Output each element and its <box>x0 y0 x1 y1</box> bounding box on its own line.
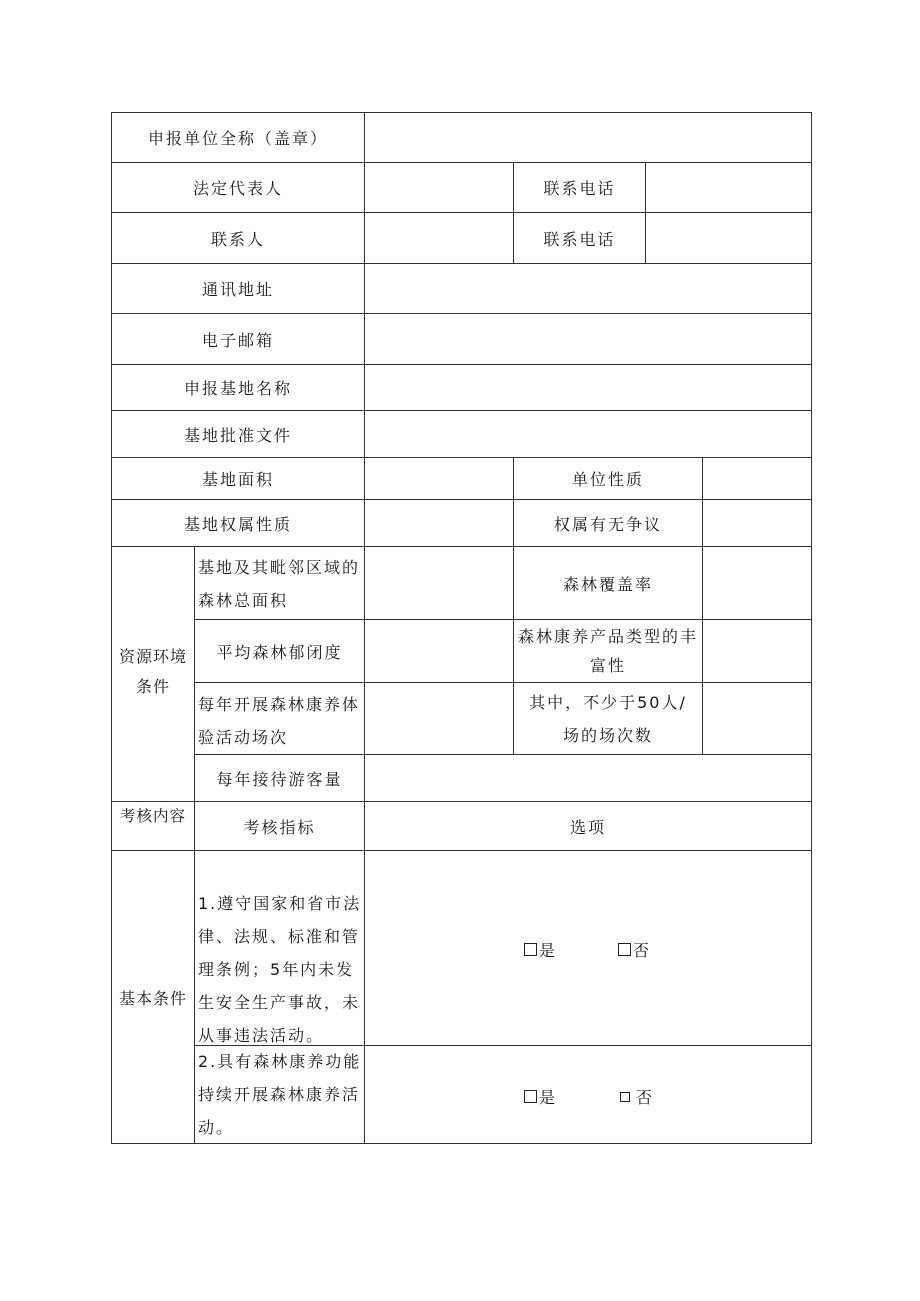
yes-label: 是 <box>539 941 557 960</box>
criterion-2-no-option[interactable] <box>620 1085 653 1108</box>
legal-rep-phone-field[interactable] <box>646 163 811 212</box>
contact-phone-field[interactable] <box>646 213 811 263</box>
approval-doc-field[interactable] <box>365 411 811 457</box>
address-label: 通讯地址 <box>201 280 274 299</box>
base-area-label: 基地面积 <box>201 470 274 489</box>
criterion-1-yes-option[interactable] <box>524 938 556 961</box>
assessment-options-header: 选项 <box>569 817 606 837</box>
checkbox-icon <box>620 1092 630 1102</box>
assessment-content-header: 考核内容 <box>119 807 186 825</box>
product-richness-field[interactable] <box>703 620 811 682</box>
base-area-field[interactable] <box>365 458 513 499</box>
ownership-dispute-label: 权属有无争议 <box>553 514 662 534</box>
criterion-2-text: 2.具有森林康养功能持续开展森林康养活动。 <box>198 1052 362 1137</box>
basic-conditions-label: 基本条件 <box>118 988 187 1008</box>
ownership-dispute-field[interactable] <box>703 500 811 546</box>
contact-label: 联系人 <box>210 229 265 249</box>
approval-doc-label: 基地批准文件 <box>183 425 292 445</box>
coverage-label: 森林覆盖率 <box>562 574 653 594</box>
unit-nature-field[interactable] <box>703 458 811 499</box>
contact-value-field[interactable] <box>365 213 513 263</box>
criterion-1-no-option[interactable] <box>618 938 650 961</box>
coverage-field[interactable] <box>703 547 811 619</box>
visitors-field[interactable] <box>365 755 811 801</box>
activities-field[interactable] <box>365 683 513 754</box>
unit-nature-label: 单位性质 <box>571 470 644 489</box>
activities-50-field[interactable] <box>703 683 811 754</box>
applicant-value-field[interactable] <box>365 113 811 162</box>
activities-label: 每年开展森林康养体验活动场次 <box>198 695 361 747</box>
legal-rep-label: 法定代表人 <box>192 179 283 198</box>
email-field[interactable] <box>365 314 811 364</box>
address-field[interactable] <box>365 264 811 313</box>
no-label: 否 <box>636 1088 654 1107</box>
visitors-label: 每年接待游客量 <box>216 769 343 789</box>
no-label: 否 <box>633 941 651 960</box>
contact-phone-label: 联系电话 <box>543 229 616 249</box>
ownership-label: 基地权属性质 <box>183 514 292 534</box>
checkbox-icon <box>618 943 631 956</box>
base-name-field[interactable] <box>365 365 811 410</box>
product-richness-label: 森林康养产品类型的丰富性 <box>517 626 698 675</box>
canopy-label: 平均森林郁闭度 <box>216 642 343 662</box>
base-name-label: 申报基地名称 <box>183 379 292 398</box>
criterion-2-yes-option[interactable] <box>524 1085 556 1108</box>
yes-label: 是 <box>539 1088 557 1107</box>
criterion-1-text: 1.遵守国家和省市法律、法规、标准和管理条例；5年内未发生安全生产事故，未从事违法活动。 <box>198 894 362 1045</box>
assessment-indicator-header: 考核指标 <box>243 817 316 837</box>
email-label: 电子邮箱 <box>201 330 274 350</box>
forest-area-field[interactable] <box>365 547 513 619</box>
forest-area-label: 基地及其毗邻区域的森林总面积 <box>198 558 361 610</box>
checkbox-icon <box>524 943 537 956</box>
resource-group-label: 资源环境条件 <box>118 647 187 696</box>
legal-rep-phone-label: 联系电话 <box>543 179 616 198</box>
legal-rep-value-field[interactable] <box>365 163 513 212</box>
ownership-field[interactable] <box>365 500 513 546</box>
activities-50-label: 其中，不少于50人/场的场次数 <box>529 692 687 745</box>
checkbox-icon <box>524 1090 537 1103</box>
canopy-field[interactable] <box>365 620 513 682</box>
applicant-label: 申报单位全称（盖章） <box>147 129 328 148</box>
